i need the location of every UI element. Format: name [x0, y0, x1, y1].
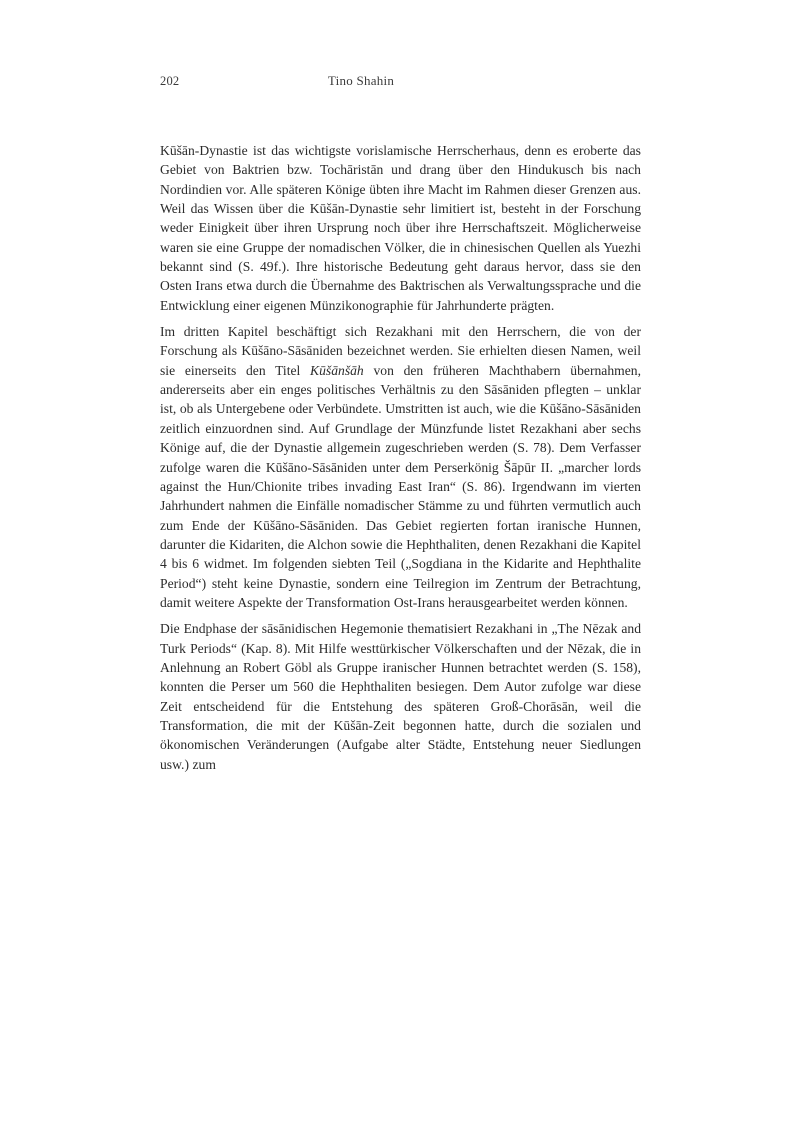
page-number: 202 [160, 74, 180, 88]
italic-term-kusansah: Kūšānšāh [310, 362, 364, 378]
paragraph-1: Kūšān-Dynastie ist das wichtigste vorislamische Herrscherhaus, denn es eroberte das Gebiet von Baktrien bzw. Tochāristān und drang über den Hindukusch bis nach Nordindien vor. Alle späteren Könige übten ihre Macht im Rahmen dieser Grenzen aus. Weil das Wissen über die Kūšān-Dynastie sehr limitiert ist, besteht in der Forschung weder Einigkeit über ihren Ursprung noch über ihre Herrschaftszeit. Möglicherweise waren sie eine Gruppe der nomadischen Völker, die in chinesischen Quellen als Yuezhi bekannt sind (S. 49f.). Ihre historische Bedeutung geht daraus hervor, dass sie den Osten Irans etwa durch die Übernahme des Baktrischen als Verwaltungssprache und die Entwicklung einer eigenen Münzikonographie für Jahrhunderte prägten. [160, 143, 641, 313]
paragraph-2-text-before-italic: Im dritten Kapitel beschäftigt sich Rezakhani mit den Herrschern, die von der Forschung als Kūšāno-Sāsāniden bezeichnet werden. Sie erhielten diesen Namen, weil sie einerseits den Titel [160, 324, 641, 378]
running-title: Tino Shahin [327, 73, 395, 88]
body-text [160, 141, 641, 774]
paragraph-2 [160, 322, 641, 612]
running-head [160, 72, 640, 90]
paragraph-2-text-after-italic: von den früheren Machthabern übernahmen, andererseits aber ein enges politisches Verhältnis zu den Sāsāniden pflegten – unklar ist, ob als Untergebene oder Verbündete. Umstritten ist auch, wie die Kūšāno-Sāsāniden zeitlich einzuordnen sind. Auf Grundlage der Münzfunde listet Rezakhani aber sechs Könige auf, die der Dynastie allgemein zugeschrieben werden (S. 78). Dem Verfasser zufolge waren die Kūšāno-Sāsāniden unter dem Perserkönig Šāpūr II. „marcher lords against the Hun/Chionite tribes invading East Iran“ (S. 86). Irgendwann im vierten Jahrhundert nahmen die Einfälle nomadischer Stämme zu und führten vermutlich auch zum Ende der Kūšāno-Sāsāniden. Das Gebiet regierten fortan iranische Hunnen, darunter die Kidariten, die Alchon sowie die Hephthaliten, denen Rezakhani die Kapitel 4 bis 6 widmet. Im folgenden siebten Teil („Sogdiana in the Kidarite and Hephthalite Period“) steht keine Dynastie, sondern eine Teilregion im Zentrum der Betrachtung, damit weitere Aspekte der Transformation Ost-Irans herausgearbeitet werden können. [160, 362, 641, 610]
paragraph-3: Die Endphase der sāsānidischen Hegemonie thematisiert Rezakhani in „The Nēzak and Turk Periods“ (Kap. 8). Mit Hilfe westtürkischer Völkerschaften und der Nēzak, die in Anlehnung an Robert Göbl als Gruppe iranischer Hunnen betrachtet werden (S. 158), konnten die Perser um 560 die Hephthaliten besiegen. Dem Autor zufolge war diese Zeit entscheidend für die Entstehung des späteren Groß-Chorāsān, weil die Transformation, die mit der Kūšān-Zeit begonnen hatte, durch die sozialen und ökonomischen Veränderungen (Aufgabe alter Städte, Entstehung neuer Siedlungen usw.) zum [160, 621, 641, 772]
